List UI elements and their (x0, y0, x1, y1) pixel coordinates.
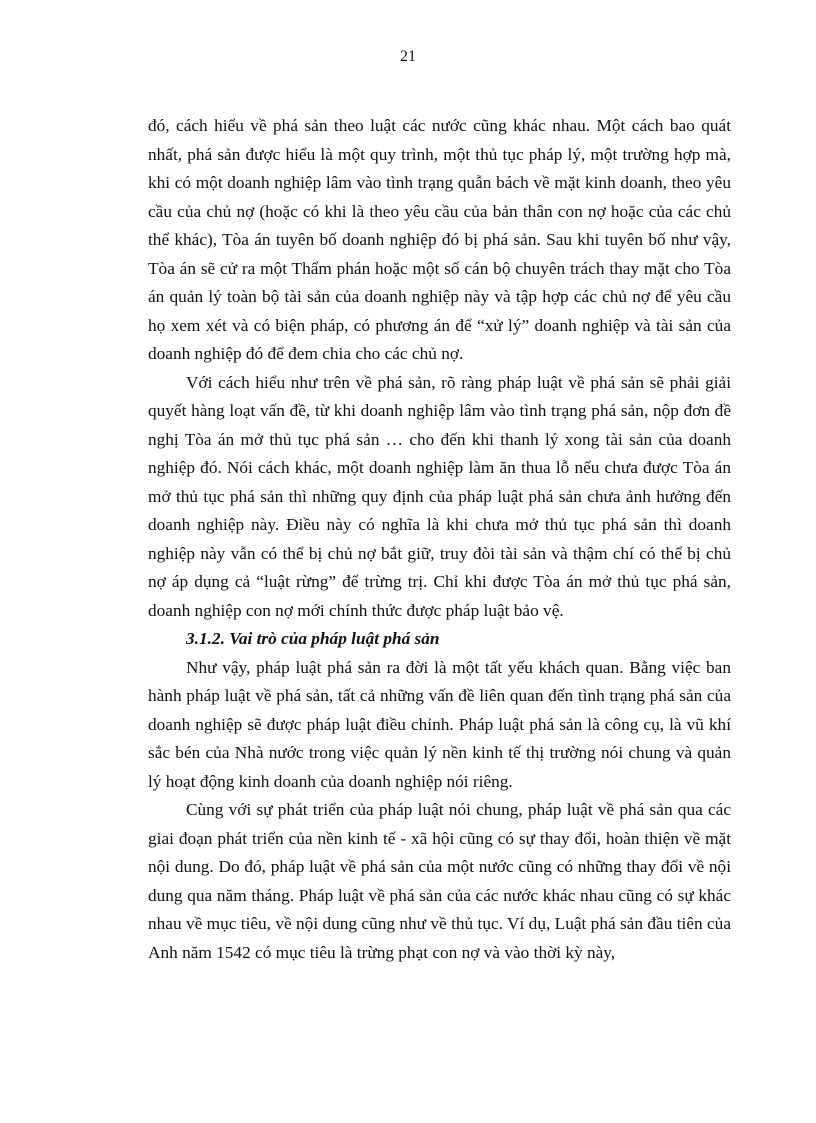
document-body (148, 112, 731, 967)
page-number: 21 (400, 48, 416, 65)
paragraph: Cùng với sự phát triển của pháp luật nói chung, pháp luật về phá sản qua các giai đoạn phát triển của nền kinh tế - xã hội cũng có sự thay đổi, hoàn thiện về mặt nội dung. Do đó, pháp luật về phá sản của một nước cũng có những thay đổi về nội dung qua năm tháng. Pháp luật về phá sản của các nước khác nhau cũng có sự khác nhau về mục tiêu, về nội dung cũng như về thủ tục. Ví dụ, Luật phá sản đầu tiên của Anh năm 1542 có mục tiêu là trừng phạt con nợ và vào thời kỳ này, (148, 800, 731, 962)
paragraph: Với cách hiểu như trên về phá sản, rõ ràng pháp luật về phá sản sẽ phải giải quyết hàng loạt vấn đề, từ khi doanh nghiệp lâm vào tình trạng phá sản, nộp đơn đề nghị Tòa án mở thủ tục phá sản … cho đến khi thanh lý xong tài sản của doanh nghiệp đó. Nói cách khác, một doanh nghiệp làm ăn thua lỗ nếu chưa được Tòa án mở thủ tục phá sản thì những quy định của pháp luật phá sản chưa ảnh hưởng đến doanh nghiệp này. Điều này có nghĩa là khi chưa mở thủ tục phá sản thì doanh nghiệp này vẫn có thể bị chủ nợ bắt giữ, truy đòi tài sản và thậm chí có thể bị chủ nợ áp dụng cả “luật rừng” để trừng trị. Chỉ khi được Tòa án mở thủ tục phá sản, doanh nghiệp con nợ mới chính thức được pháp luật bảo vệ. (148, 372, 731, 620)
paragraph-continued: đó, cách hiểu về phá sản theo luật các nước cũng khác nhau. Một cách bao quát nhất, phá sản được hiểu là một quy trình, một thủ tục pháp lý, một trường hợp mà, khi có một doanh nghiệp lâm vào tình trạng quẫn bách về mặt kinh doanh, theo yêu cầu của chủ nợ (hoặc có khi là theo yêu cầu của bản thân con nợ hoặc của các chủ thể khác), Tòa án tuyên bố doanh nghiệp đó bị phá sản. Sau khi tuyên bố như vậy, Tòa án sẽ cử ra một Thẩm phán hoặc một số cán bộ chuyên trách thay mặt cho Tòa án quản lý toàn bộ tài sản của doanh nghiệp này và tập hợp các chủ nợ để yêu cầu họ xem xét và có biện pháp, có phương án để “xử lý” doanh nghiệp và tài sản của doanh nghiệp đó để đem chia cho các chủ nợ. (148, 116, 731, 363)
section-heading: 3.1.2. Vai trò của pháp luật phá sản (186, 629, 440, 648)
paragraph: Như vậy, pháp luật phá sản ra đời là một tất yếu khách quan. Bằng việc ban hành pháp luật về phá sản, tất cả những vấn đề liên quan đến tình trạng phá sản của doanh nghiệp sẽ được pháp luật điều chỉnh. Pháp luật phá sản là công cụ, là vũ khí sắc bén của Nhà nước trong việc quản lý nền kinh tế thị trường nói chung và quản lý hoạt động kinh doanh của doanh nghiệp nói riêng. (148, 657, 731, 791)
